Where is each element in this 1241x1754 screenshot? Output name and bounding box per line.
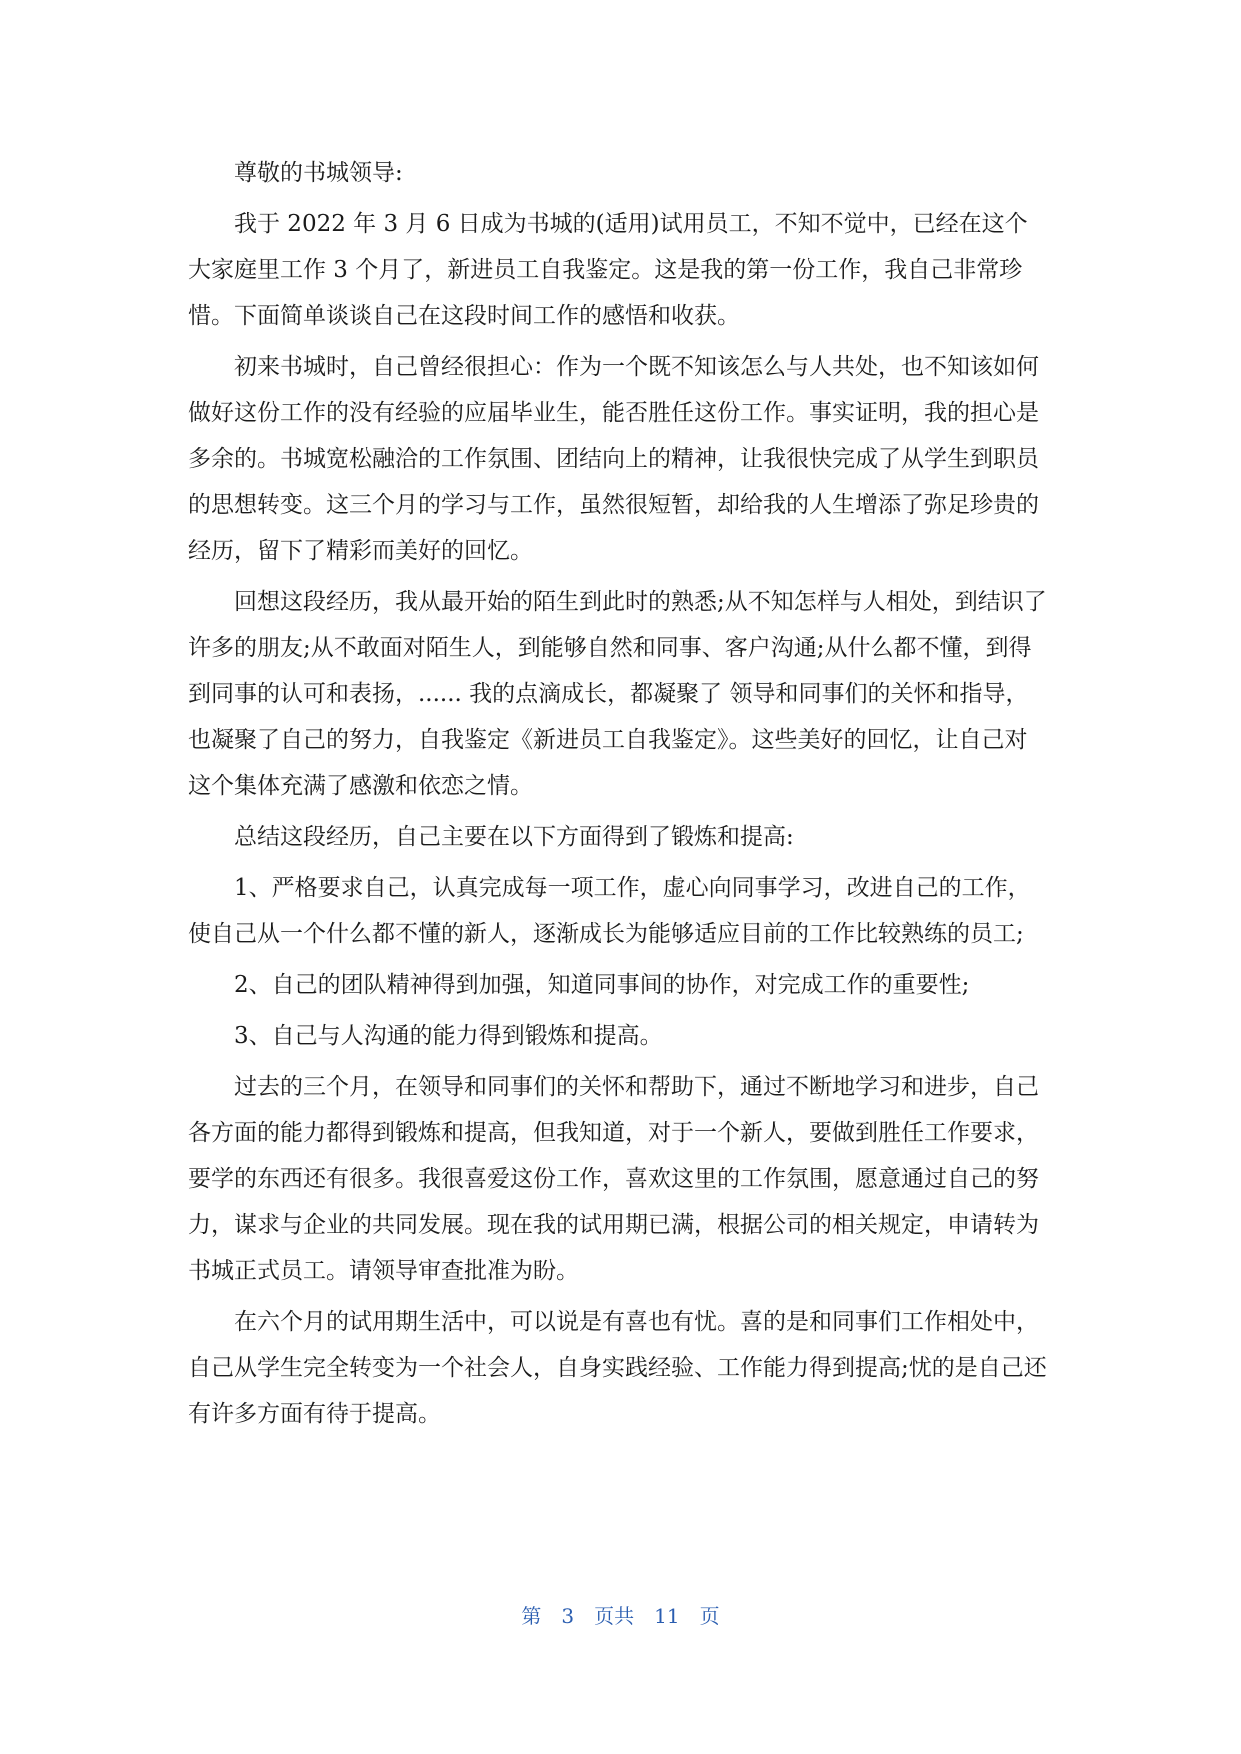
footer-middle: 页共	[594, 1604, 635, 1628]
footer-suffix: 页	[699, 1604, 720, 1628]
paragraph-closing: 在六个月的试用期生活中，可以说是有喜也有忧。喜的是和同事们工作相处中，自己从学生完全转变为一个社会人，自身实践经验、工作能力得到提高;忧的是自己还有许多方面有待于提高。	[188, 1309, 1047, 1427]
page-footer	[0, 1600, 1241, 1629]
list-item-2: 2、自己的团队精神得到加强，知道同事间的协作，对完成工作的重要性;	[234, 972, 970, 998]
paragraph-summary-lead: 总结这段经历，自己主要在以下方面得到了锻炼和提高:	[234, 824, 794, 850]
salutation: 尊敬的书城领导:	[234, 160, 403, 186]
paragraph-request: 过去的三个月，在领导和同事们的关怀和帮助下，通过不断地学习和进步，自己各方面的能力都得到锻炼和提高，但我知道，对于一个新人，要做到胜任工作要求，要学的东西还有很多。我很喜爱这份工作，喜欢这里的工作氛围，愿意通过自己的努力，谋求与企业的共同发展。现在我的试用期已满，根据公司的相关规定，申请转为书城正式员工。请领导审查批准为盼。	[188, 1074, 1039, 1284]
paragraph-reflection: 回想这段经历，我从最开始的陌生到此时的熟悉;从不知怎样与人相处，到结识了许多的朋友;从不敢面对陌生人，到能够自然和同事、客户沟通;从什么都不懂，到得到同事的认可和表扬，...... 我的点滴成长，都凝聚了 领导和同事们的关怀和指导，也凝聚了自己的努力，自我鉴定《新进员工自我鉴定》。这些美好的回忆，让自己对这个集体充满了感激和依恋之情。	[188, 589, 1047, 799]
footer-total-pages: 11	[654, 1604, 680, 1628]
footer-current-page: 3	[561, 1604, 575, 1628]
list-item-3: 3、自己与人沟通的能力得到锻炼和提高。	[234, 1023, 663, 1049]
paragraph-intro: 我于 2022 年 3 月 6 日成为书城的(适用)试用员工，不知不觉中，已经在这个大家庭里工作 3 个月了，新进员工自我鉴定。这是我的第一份工作，我自己非常珍惜。下面简单谈谈自己在这段时间工作的感悟和收获。	[188, 211, 1028, 329]
paragraph-first-impressions: 初来书城时，自己曾经很担心：作为一个既不知该怎么与人共处，也不知该如何做好这份工作的没有经验的应届毕业生，能否胜任这份工作。事实证明，我的担心是多余的。书城宽松融洽的工作氛围、团结向上的精神，让我很快完成了从学生到职员的思想转变。这三个月的学习与工作，虽然很短暂，却给我的人生增添了弥足珍贵的经历，留下了精彩而美好的回忆。	[188, 354, 1039, 564]
footer-prefix: 第	[521, 1604, 542, 1628]
list-item-1: 1、严格要求自己，认真完成每一项工作，虚心向同事学习，改进自己的工作，使自己从一个什么都不懂的新人，逐渐成长为能够适应目前的工作比较熟练的员工;	[188, 875, 1031, 947]
letter-body	[188, 150, 1050, 1442]
